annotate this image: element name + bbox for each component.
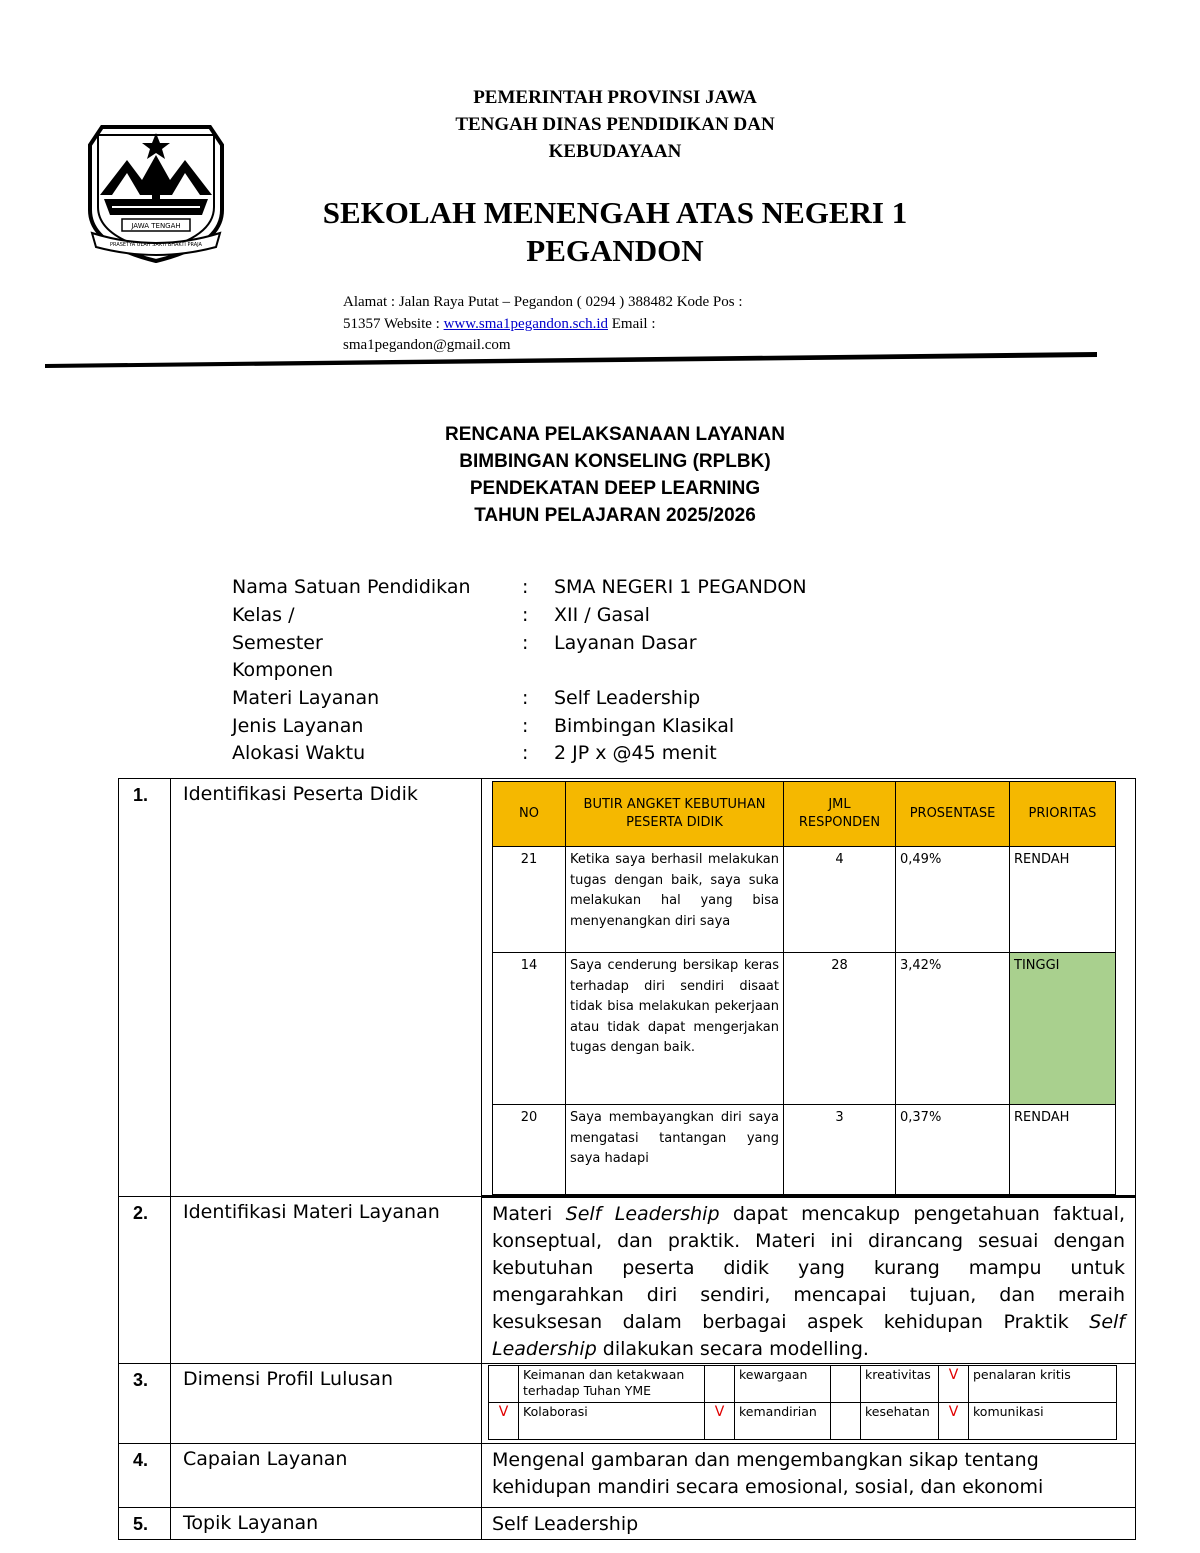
- doc-title-line-1: RENCANA PELAKSANAAN LAYANAN: [445, 424, 785, 445]
- row-item: Ketika saya berhasil melakukan tugas dengan baik, saya suka melakukan hal yang bisa menyenangkan diri saya: [566, 847, 784, 953]
- check-mark: V: [705, 1403, 735, 1440]
- row-no: 20: [493, 1105, 566, 1195]
- table-row: [493, 847, 1116, 953]
- profile-label: penalaran kritis: [969, 1366, 1117, 1403]
- school-name-line-1: SEKOLAH MENENGAH ATAS NEGERI 1: [322, 195, 908, 230]
- row-priority-high: TINGGI: [1010, 953, 1116, 1105]
- section-row: [119, 779, 1136, 1197]
- row-priority: RENDAH: [1010, 1105, 1116, 1195]
- section-label: Topik Layanan: [171, 1508, 482, 1540]
- table-row: [493, 1105, 1116, 1195]
- check-mark: [705, 1366, 735, 1403]
- province-emblem-logo: [82, 115, 230, 265]
- section-row: [119, 1364, 1136, 1444]
- letterhead-divider: [45, 352, 1097, 368]
- address-line-2: 51357 Website : www.sma1pegandon.sch.id Email :: [343, 316, 656, 332]
- col-header: PROSENTASE: [896, 782, 1010, 847]
- section-label: Dimensi Profil Lulusan: [171, 1364, 482, 1444]
- row-count: 4: [784, 847, 896, 953]
- rplbk-table: [118, 778, 1136, 1540]
- profile-label: Keimanan dan ketakwaan terhadap Tuhan YME: [519, 1366, 705, 1403]
- section-label: Identifikasi Peserta Didik: [171, 779, 482, 1197]
- gov-line-2: TENGAH DINAS PENDIDIKAN DAN: [455, 114, 775, 135]
- row-item: Saya membayangkan diri saya mengatasi tantangan yang saya hadapi: [566, 1105, 784, 1195]
- row-priority: RENDAH: [1010, 847, 1116, 953]
- section-number: 3.: [119, 1364, 171, 1444]
- address-line-1: Alamat : Jalan Raya Putat – Pegandon ( 0294 ) 388482 Kode Pos :: [343, 294, 743, 310]
- school-name-line-2: PEGANDON: [526, 233, 704, 268]
- survey-header-row: [493, 782, 1116, 847]
- check-mark: [831, 1403, 861, 1440]
- profile-label: kreativitas: [861, 1366, 939, 1403]
- needs-survey-table: [492, 781, 1116, 1195]
- row-percent: 3,42%: [896, 953, 1010, 1105]
- section-row: [119, 1508, 1136, 1540]
- profile-label: kemandirian: [735, 1403, 831, 1440]
- survey-cell: [482, 779, 1136, 1197]
- section-row: [119, 1197, 1136, 1364]
- graduate-profile-table: [488, 1365, 1117, 1440]
- row-no: 21: [493, 847, 566, 953]
- section-label: Identifikasi Materi Layanan: [171, 1197, 482, 1364]
- check-mark: [831, 1366, 861, 1403]
- doc-title-line-4: TAHUN PELAJARAN 2025/2026: [474, 505, 756, 526]
- row-count: 3: [784, 1105, 896, 1195]
- capaian-text: Mengenal gambaran dan mengembangkan sikap tentang kehidupan mandiri secara emosional, sosial, dan ekonomi: [482, 1444, 1136, 1508]
- col-header: BUTIR ANGKET KEBUTUHAN PESERTA DIDIK: [566, 782, 784, 847]
- logo-motto: PRASETYA ULAH SAKTI BHAKTI PRAJA: [110, 242, 202, 248]
- check-mark: V: [489, 1403, 519, 1440]
- section-number: 1.: [119, 779, 171, 1197]
- profile-row: [489, 1366, 1117, 1403]
- profile-label: komunikasi: [969, 1403, 1117, 1440]
- row-percent: 0,37%: [896, 1105, 1010, 1195]
- website-link[interactable]: www.sma1pegandon.sch.id: [443, 316, 609, 332]
- section-row: [119, 1444, 1136, 1508]
- profile-row: [489, 1403, 1117, 1440]
- profile-label: kesehatan: [861, 1403, 939, 1440]
- materi-description: Materi Self Leadership dapat mencakup pengetahuan faktual, konseptual, dan praktik. Materi ini dirancang sesuai dengan kebutuhan peserta didik yang kurang mampu untuk mengarahkan diri sendiri, mencapai tujuan, dan meraih kesuksesan dalam berbagai aspek kehidupan Praktik Self Leadership dilakukan secara modelling.: [482, 1197, 1136, 1364]
- doc-title-line-3: PENDEKATAN DEEP LEARNING: [469, 478, 761, 499]
- col-header: NO: [493, 782, 566, 847]
- col-header: PRIORITAS: [1010, 782, 1116, 847]
- section-number: 5.: [119, 1508, 171, 1540]
- profile-cell: [482, 1364, 1136, 1444]
- check-mark: [489, 1366, 519, 1403]
- check-mark: V: [939, 1403, 969, 1440]
- topik-text: Self Leadership: [482, 1508, 1136, 1540]
- section-number: 4.: [119, 1444, 171, 1508]
- email-address: sma1pegandon@gmail.com: [343, 337, 511, 353]
- section-number: 2.: [119, 1197, 171, 1364]
- doc-title-line-2: BIMBINGAN KONSELING (RPLBK): [459, 451, 771, 472]
- profile-label: kewargaan: [735, 1366, 831, 1403]
- row-count: 28: [784, 953, 896, 1105]
- check-mark: V: [939, 1366, 969, 1403]
- gov-line-1: PEMERINTAH PROVINSI JAWA: [473, 87, 757, 108]
- table-row: [493, 953, 1116, 1105]
- col-header: JML RESPONDEN: [784, 782, 896, 847]
- row-percent: 0,49%: [896, 847, 1010, 953]
- gov-line-3: KEBUDAYAAN: [548, 141, 682, 162]
- row-no: 14: [493, 953, 566, 1105]
- row-item: Saya cenderung bersikap keras terhadap diri sendiri disaat tidak bisa melakukan pekerjaan atau tidak dapat mengerjakan tugas dengan baik.: [566, 953, 784, 1105]
- section-label: Capaian Layanan: [171, 1444, 482, 1508]
- logo-caption: JAWA TENGAH: [131, 222, 181, 230]
- profile-label: Kolaborasi: [519, 1403, 705, 1440]
